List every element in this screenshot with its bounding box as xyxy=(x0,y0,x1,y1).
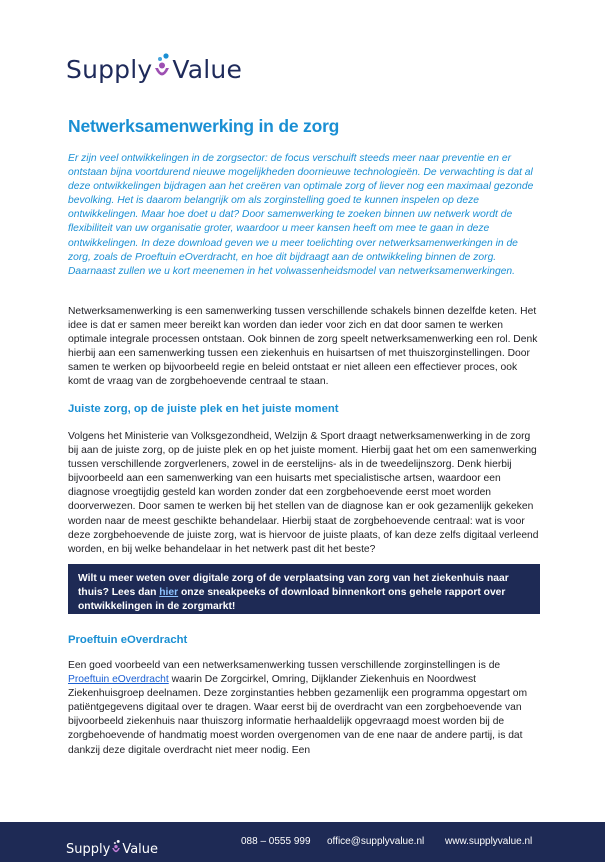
logo-figure-icon xyxy=(153,52,171,82)
page-footer xyxy=(0,822,605,862)
footer-logo xyxy=(66,834,158,856)
supplyvalue-logo xyxy=(66,38,242,82)
body-paragraph-1: Netwerksamenwerking is een samenwerking tussen verschillende schakels binnen dezelfde keten. Het idee is dat er samen meer bereikt kan worden dan ieder voor zich en dat door samen te werken optimale integrale processen ontstaan. Ook binnen de zorg speelt netwerksamenwerking een rol. Denk hierbij aan een samenwerking tussen een ziekenhuis en huisartsen of met thuiszorginstellingen. Door samen te werken op bijvoorbeeld regie en beleid ontstaat er niet alleen een effectiever proces, ook komt de vraag van de zorgbehoevende centraal te staan. xyxy=(68,306,538,388)
para3-text-before: Een goed voorbeeld van een netwerksamenwerking tussen verschillende zorginstellingen is de xyxy=(68,660,501,671)
body-paragraph-3 xyxy=(68,659,540,758)
footer-logo-figure-icon xyxy=(111,839,121,856)
para3-text-after: waarin De Zorgcirkel, Omring, Dijklander Ziekenhuis en Noordwest Ziekenhuisgroep deelnamen. Deze zorginstanties hebben gezamenlijk een programma opgestart om patiëntgegevens digitaal over te dragen. Waar eerst bij de overdracht van een zorgbehoevende van bijvoorbeeld ziekenhuis naar thuiszorg informatie herhaaldelijk opgevraagd moest worden bij de zorgbehoevende of handmatig moest worden overgenomen van de ene naar de andere partij, is dat dankzij deze digitale overdracht niet meer nodig. Een xyxy=(68,674,528,756)
footer-website[interactable]: www.supplyvalue.nl xyxy=(445,836,533,847)
body-paragraph-2: Volgens het Ministerie van Volksgezondheid, Welzijn & Sport draagt netwerksamenwerking in de zorg bij aan de juiste zorg, op de juiste plek en op het juiste moment. Hierbij gaat het om een samenwerking tussen verschillende zorgverleners, zowel in de eerstelijns- als in de tweedelijnszorg. Denk hierbij bijvoorbeeld aan een samenwerking van een huisarts met specialistische artsen, waardoor een diagnose vroegtijdig gesteld kan worden zonder dat een zorgbehoevende eerst moet worden doorverwezen. Door samen te werken bij het stellen van de diagnose kan er ook gezamenlijk gekeken worden naar de meest geschikte behandelaar. Hierbij staat de zorgbehoevende centraal: wat is voor deze zorgbehoevende de juiste zorg, wat is hiervoor de juiste plaats, of kan deze zelfs digitaal verleend worden, en bij welke behandelaar in het netwerk past dit het beste? xyxy=(68,431,539,555)
footer-phone[interactable]: 088 – 0555 999 xyxy=(241,836,311,847)
page-title: Netwerksamenwerking in de zorg xyxy=(68,116,340,136)
callout-text-after: onze sneakpeeks of download binnenkort ons gehele rapport over ontwikkelingen in de zorgmarkt! xyxy=(78,587,506,613)
callout-box xyxy=(68,564,540,614)
intro-paragraph: Er zijn veel ontwikkelingen in de zorgsector: de focus verschuift steeds meer naar preventie en er ontstaan bijna voortdurend nieuwe mogelijkheden doornieuwe technologieën. De verwachting is dat al deze ontwikkelingen bijdragen aan het creëren van optimale zorg of liever nog een maximaal gezonde bevolking. Het is daarom belangrijk om als zorginstelling goed te kunnen inspelen op deze ontwikkelingen. Maar hoe doet u dat? Door samenwerking te zoeken binnen uw netwerk wordt de flexibiliteit van uw organisatie groter, waardoor u meer kansen heeft om mee te gaan in deze ontwikkelingen. In deze download geven we u meer toelichting over netwerksamenwerkingen in de zorg, zoals de Proeftuin eOverdracht, en hoe dit bijdraagt aan de ontwikkeling binnen de zorg. Daarnaast zullen we u kort meenemen in het volwassenheidsmodel van netwerksamenwerkingen. xyxy=(68,153,534,277)
logo-word-supply: Supply xyxy=(66,55,153,84)
footer-email[interactable]: office@supplyvalue.nl xyxy=(327,836,425,847)
proeftuin-link[interactable]: Proeftuin eOverdracht xyxy=(68,674,169,686)
callout-text-before: Wilt u meer weten over digitale zorg of de verplaatsing van zorg van het ziekenhuis naar thuis? Lees dan xyxy=(78,573,509,599)
section-heading-juiste-zorg: Juiste zorg, op de juiste plek en het juiste moment xyxy=(68,403,339,415)
footer-logo-word-supply: Supply xyxy=(66,842,111,857)
logo-word-value: Value xyxy=(172,55,243,84)
section-heading-proeftuin: Proeftuin eOverdracht xyxy=(68,634,188,646)
footer-logo-word-value: Value xyxy=(122,842,159,857)
callout-link-hier[interactable]: hier xyxy=(159,587,179,599)
